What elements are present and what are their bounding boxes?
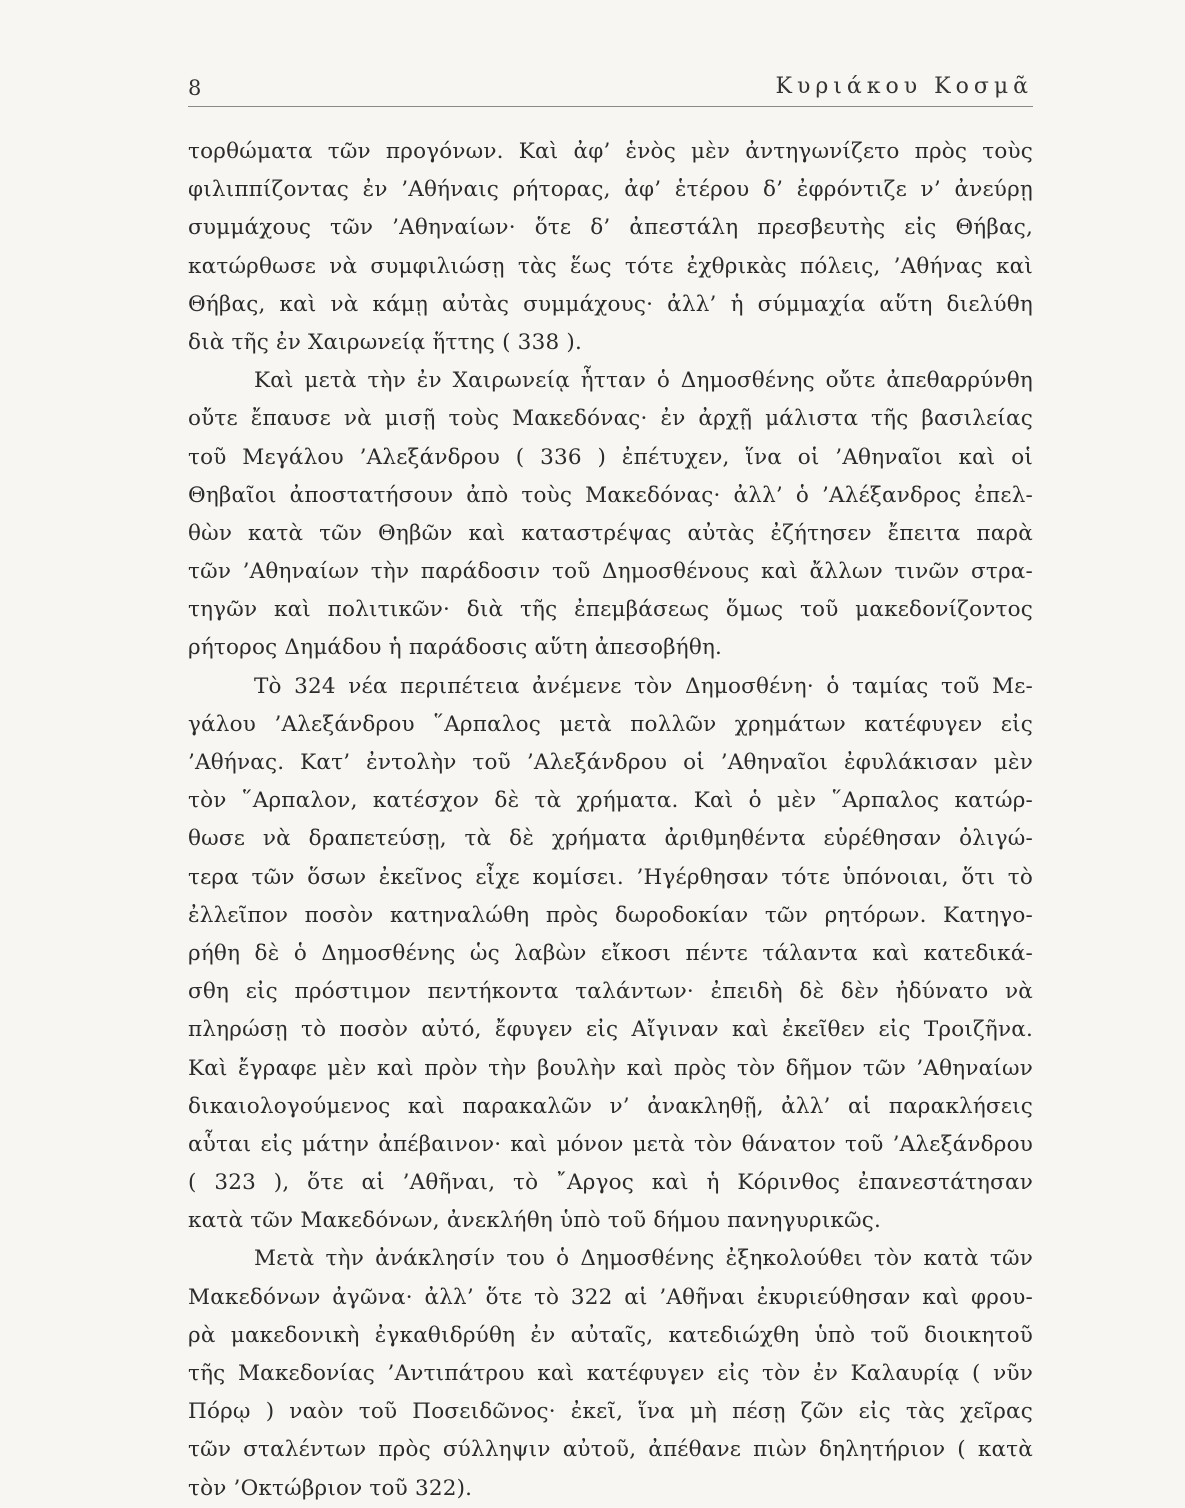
text-line: ἐλλεῖπον ποσὸν κατηναλώθη πρὸς δωροδοκίαν τῶν ρητόρων. Κατηγο- bbox=[188, 902, 1033, 928]
text-line: ’Αθήνας. Κατ’ ἐντολὴν τοῦ ’Αλεξάνδρου οἱ ’Αθηναῖοι ἐφυλάκισαν μὲν bbox=[188, 750, 1033, 775]
text-line: Θήβας, καὶ νὰ κάμῃ αὐτὰς συμμάχους· ἀλλ’ ἡ σύμμαχία αὕτη διελύθη bbox=[188, 291, 1033, 317]
text-line: τῶν σταλέντων πρὸς σύλληψιν αὐτοῦ, ἀπέθανε πιὼν δηλητήριον ( κατὰ bbox=[188, 1437, 1033, 1463]
text-line: τὸν ’Οκτώβριον τοῦ 322). bbox=[188, 1475, 473, 1501]
text-line: τῶν ’Αθηναίων τὴν παράδοσιν τοῦ Δημοσθένους καὶ ἄλλων τινῶν στρα- bbox=[188, 559, 1033, 585]
text-line: τὸν ῞Αρπαλον, κατέσχον δὲ τὰ χρήματα. Καὶ ὁ μὲν ῞Αρπαλος κατώρ- bbox=[188, 788, 1033, 814]
text-line: θωσε νὰ δραπετεύσῃ, τὰ δὲ χρήματα ἀριθμηθέντα εὑρέθησαν ὀλιγώ- bbox=[188, 826, 1033, 852]
text-line: κατώρθωσε νὰ συμφιλιώσῃ τὰς ἕως τότε ἐχθρικὰς πόλεις, ’Αθήνας καὶ bbox=[188, 253, 1033, 279]
paragraph-first-line: Καὶ μετὰ τὴν ἐν Χαιρωνείᾳ ἧτταν ὁ Δημοσθένης οὔτε ἀπεθαρρύνθη bbox=[254, 368, 1033, 394]
text-line: ρήτορος Δημάδου ἡ παράδοσις αὕτη ἀπεσοβήθη. bbox=[188, 635, 723, 661]
text-line: ρήθη δὲ ὁ Δημοσθένης ὡς λαβὼν εἴκοσι πέντε τάλαντα καὶ κατεδικά- bbox=[188, 940, 1033, 966]
text-line: τοῦ Μεγάλου ’Αλεξάνδρου ( 336 ) ἐπέτυχεν, ἵνα οἱ ’Αθηναῖοι καὶ οἱ bbox=[188, 444, 1033, 470]
text-line: οὔτε ἔπαυσε νὰ μισῇ τοὺς Μακεδόνας· ἐν ἀρχῇ μάλιστα τῆς βασιλείας bbox=[188, 406, 1033, 432]
text-line: τηγῶν καὶ πολιτικῶν· διὰ τῆς ἐπεμβάσεως ὅμως τοῦ μακεδονίζοντος bbox=[188, 597, 1033, 623]
text-line: αὗται εἰς μάτην ἀπέβαινον· καὶ μόνον μετὰ τὸν θάνατον τοῦ ’Αλεξάνδρου bbox=[188, 1131, 1033, 1157]
text-line: σθη εἰς πρόστιμον πεντήκοντα ταλάντων· ἐπειδὴ δὲ δὲν ἠδύνατο νὰ bbox=[188, 979, 1033, 1005]
body-text bbox=[188, 133, 1033, 1508]
paragraph-first-line: Τὸ 324 νέα περιπέτεια ἀνέμενε τὸν Δημοσθένη· ὁ ταμίας τοῦ Με- bbox=[254, 673, 1033, 699]
text-line: Πόρῳ ) ναὸν τοῦ Ποσειδῶνος· ἐκεῖ, ἵνα μὴ πέσῃ ζῶν εἰς τὰς χεῖρας bbox=[188, 1399, 1033, 1425]
text-line: συμμάχους τῶν ’Αθηναίων· ὅτε δ’ ἀπεστάλη πρεσβευτὴς εἰς Θήβας, bbox=[188, 215, 1033, 241]
text-line: Καὶ ἔγραφε μὲν καὶ πρὸν τὴν βουλὴν καὶ πρὸς τὸν δῆμον τῶν ’Αθηναίων bbox=[188, 1055, 1033, 1081]
text-line: θὼν κατὰ τῶν Θηβῶν καὶ καταστρέψας αὐτὰς ἐζήτησεν ἔπειτα παρὰ bbox=[188, 520, 1033, 546]
text-line: Θηβαῖοι ἀποστατήσουν ἀπὸ τοὺς Μακεδόνας· ἀλλ’ ὁ ’Αλέξανδρος ἐπελ- bbox=[188, 482, 1033, 508]
text-line: ρὰ μακεδονικὴ ἐγκαθιδρύθη ἐν αὐταῖς, κατεδιώχθη ὑπὸ τοῦ διοικητοῦ bbox=[188, 1322, 1033, 1348]
text-line: διὰ τῆς ἐν Χαιρωνείᾳ ἥττης ( 338 ). bbox=[188, 329, 582, 355]
text-line: φιλιππίζοντας ἐν ’Αθήναις ρήτορας, ἀφ’ ἑτέρου δ’ ἐφρόντιζε ν’ ἀνεύρῃ bbox=[188, 177, 1033, 203]
paragraph-first-line: Μετὰ τὴν ἀνάκλησίν του ὁ Δημοσθένης ἐξηκολούθει τὸν κατὰ τῶν bbox=[254, 1246, 1033, 1272]
text-line: τερα τῶν ὅσων ἐκεῖνος εἶχε κομίσει. ’Ηγέρθησαν τότε ὑπόνοιαι, ὅτι τὸ bbox=[188, 864, 1033, 890]
text-line: τῆς Μακεδονίας ’Αντιπάτρου καὶ κατέφυγεν εἰς τὸν ἐν Καλαυρίᾳ ( νῦν bbox=[188, 1361, 1033, 1386]
text-line: γάλου ’Αλεξάνδρου ῞Αρπαλος μετὰ πολλῶν χρημάτων κατέφυγεν εἰς bbox=[188, 711, 1033, 737]
page-header bbox=[188, 72, 1033, 107]
text-line: κατὰ τῶν Μακεδόνων, ἀνεκλήθη ὑπὸ τοῦ δήμου πανηγυρικῶς. bbox=[188, 1208, 882, 1234]
text-line: πληρώσῃ τὸ ποσὸν αὐτό, ἔφυγεν εἰς Αἴγιναν καὶ ἐκεῖθεν εἰς Τροιζῆνα. bbox=[188, 1017, 1033, 1043]
text-line: Μακεδόνων ἀγῶνα· ἀλλ’ ὅτε τὸ 322 αἱ ’Αθῆναι ἐκυριεύθησαν καὶ φρου- bbox=[188, 1284, 1033, 1310]
text-line: ( 323 ), ὅτε αἱ ’Αθῆναι, τὸ ῎Αργος καὶ ἡ Κόρινθος ἐπανεστάτησαν bbox=[188, 1170, 1033, 1196]
page-number: 8 bbox=[188, 76, 202, 100]
text-line: τορθώματα τῶν προγόνων. Καὶ ἀφ’ ἑνὸς μὲν ἀντηγωνίζετο πρὸς τοὺς bbox=[188, 139, 1033, 164]
running-title: Κυριάκου Κοσμᾶ bbox=[775, 74, 1033, 99]
text-line: δικαιολογούμενος καὶ παρακαλῶν ν’ ἀνακληθῇ, ἀλλ’ αἱ παρακλήσεις bbox=[188, 1093, 1033, 1119]
